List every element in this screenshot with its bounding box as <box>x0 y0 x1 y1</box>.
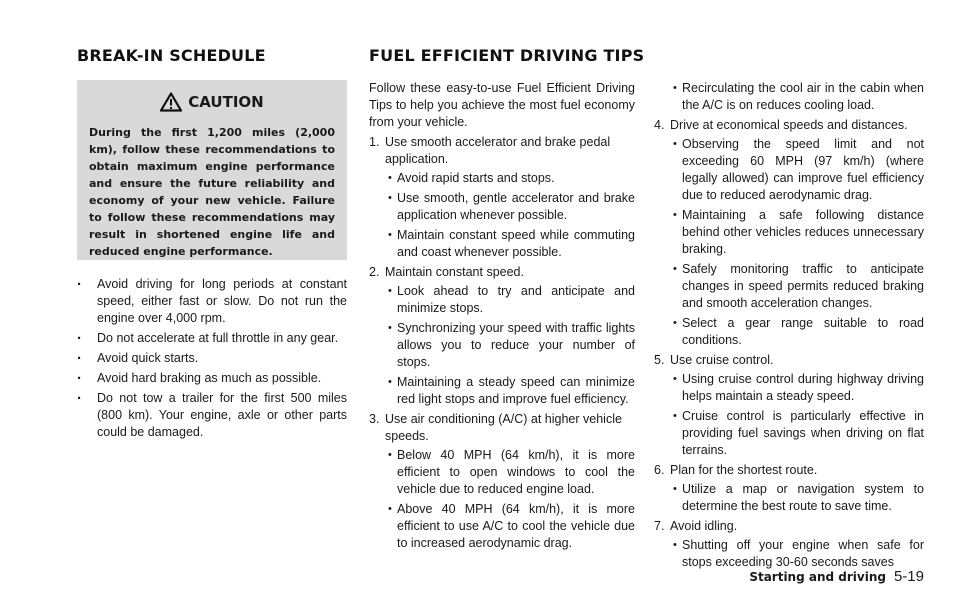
list-item: • Below 40 MPH (64 km/h), it is more efficient to open windows to cool the vehicle due to reduced engine load. <box>385 447 635 498</box>
list-item: • Utilize a map or navigation system to determine the best route to save time. <box>670 481 924 515</box>
tip-title: Use cruise control. <box>670 353 774 367</box>
list-item: • Safely monitoring traffic to anticipate changes in speed permits reduced braking and smooth acceleration changes. <box>670 261 924 312</box>
caution-title: CAUTION <box>188 92 264 111</box>
list-item: • Shutting off your engine when safe for stops exceeding 30-60 seconds saves <box>670 537 924 571</box>
tip-title: Avoid idling. <box>670 519 738 533</box>
list-item: . Avoid hard braking as much as possible. <box>77 370 347 387</box>
fuel-tips-column-right <box>654 80 924 574</box>
section-heading-fuel-tips: FUEL EFFICIENT DRIVING TIPS <box>369 46 645 65</box>
list-item: • Synchronizing your speed with traffic lights allows you to reduce your number of stops. <box>385 320 635 371</box>
tip-title: Plan for the shortest route. <box>670 463 818 477</box>
break-in-column <box>77 80 347 444</box>
tip-item <box>369 134 635 261</box>
tip-title: Use air conditioning (A/C) at higher vehicle speeds. <box>385 412 622 443</box>
list-item: . Do not accelerate at full throttle in any gear. <box>77 330 347 347</box>
list-item: . Do not tow a trailer for the first 500 miles (800 km). Your engine, axle or other parts could be damaged. <box>77 390 347 441</box>
intro-paragraph: Follow these easy-to-use Fuel Efficient Driving Tips to help you achieve the most fuel economy from your vehicle. <box>369 81 635 129</box>
tip-item <box>654 518 924 571</box>
tip-title: Use smooth accelerator and brake pedal application. <box>385 135 611 166</box>
list-item: • Maintaining a safe following distance behind other vehicles reduces unnecessary braking. <box>670 207 924 258</box>
caution-box <box>77 80 347 260</box>
tip-title: Maintain constant speed. <box>385 265 524 279</box>
fuel-tips-column-left <box>369 80 635 555</box>
list-item: • Use smooth, gentle accelerator and brake application whenever possible. <box>385 190 635 224</box>
section-heading-break-in: BREAK-IN SCHEDULE <box>77 46 266 65</box>
list-item: • Cruise control is particularly effective in providing fuel savings when driving on flat terrains. <box>670 408 924 459</box>
list-item: • Above 40 MPH (64 km/h), it is more efficient to use A/C to cool the vehicle due to increased aerodynamic drag. <box>385 501 635 552</box>
page-number: 5-19 <box>893 568 924 585</box>
tip-number: 7. <box>654 519 665 533</box>
tip-number: 3. <box>369 412 380 426</box>
tip-item <box>369 264 635 408</box>
list-item: • Avoid rapid starts and stops. <box>385 170 635 187</box>
list-item: . Avoid driving for long periods at constant speed, either fast or slow. Do not run the engine over 4,000 rpm. <box>77 276 347 327</box>
list-item: • Maintaining a steady speed can minimize red light stops and improve fuel efficiency. <box>385 374 635 408</box>
list-item: • Look ahead to try and anticipate and minimize stops. <box>385 283 635 317</box>
tip-title: Drive at economical speeds and distances. <box>670 118 908 132</box>
tip-number: 5. <box>654 353 665 367</box>
caution-header <box>89 92 335 112</box>
tip-item <box>369 411 635 552</box>
list-item: • Maintain constant speed while commuting and coast whenever possible. <box>385 227 635 261</box>
list-item: • Recirculating the cool air in the cabin when the A/C is on reduces cooling load. <box>670 80 924 114</box>
warning-triangle-icon <box>160 92 182 112</box>
break-in-list <box>77 276 347 441</box>
list-item: • Using cruise control during highway driving helps maintain a steady speed. <box>670 371 924 405</box>
list-item: • Select a gear range suitable to road conditions. <box>670 315 924 349</box>
tip-item <box>654 352 924 459</box>
list-item: • Observing the speed limit and not exceeding 60 MPH (97 km/h) (where legally allowed) can improve fuel efficiency due to reduced aerodynamic drag. <box>670 136 924 204</box>
caution-text: During the first 1,200 miles (2,000 km), follow these recommendations to obtain maximum engine performance and ensure the future reliability and economy of your new vehicle. Failure to follow these recommendations may result in shortened engine life and reduced engine performance. <box>89 126 335 258</box>
tip-number: 4. <box>654 118 665 132</box>
tip-item <box>654 462 924 515</box>
page-footer <box>749 568 924 585</box>
tip-number: 1. <box>369 135 380 149</box>
list-item: . Avoid quick starts. <box>77 350 347 367</box>
tip-number: 2. <box>369 265 380 279</box>
tip-number: 6. <box>654 463 665 477</box>
tip-item <box>654 117 924 349</box>
footer-section-title: Starting and driving <box>749 570 886 584</box>
